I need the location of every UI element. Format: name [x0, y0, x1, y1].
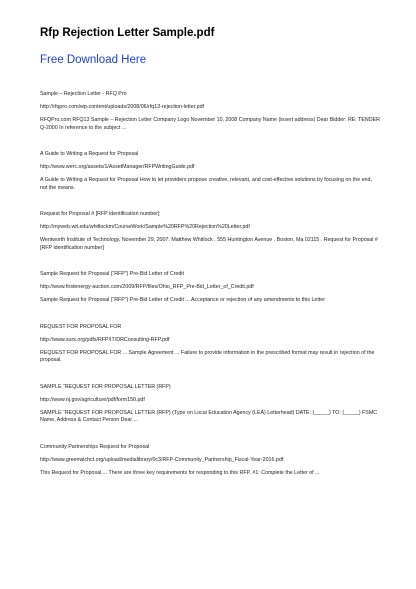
result-url: http://www.firstenergy-auction.com/2009/RFP/files/Ohio_RFP_Pre-Bid_Letter_of_Credit.pdf [40, 284, 254, 290]
result-url: http://www.nj.gov/agriculture/pdf/form150.pdf [40, 396, 145, 403]
result-title: Community Partnerships Request for Proposal [40, 443, 150, 450]
result-title: REQUEST FOR PROPOSAL FOR [40, 323, 122, 330]
result-url: http://www.surs.org/pdfs/RFP/IT/DRConsulting-RFP.pdf [40, 336, 170, 343]
result-snippet: Sample Request for Proposal (“RFP”) Pre-Bid Letter of Credit ... Acceptance or rejection of any amendments to this Letter [40, 297, 325, 303]
result-title: Sample – Rejection Letter - RFQ Pro [40, 91, 127, 97]
result-title: SAMPLE “REQUEST FOR PROPOSAL LETTER (RFP) [40, 383, 171, 390]
result-title: Sample Request for Proposal (“RFP”) Pre-Bid Letter of Credit [40, 271, 184, 277]
result-snippet: A Guide to Writing a Request for Proposal How to let providers propose creative, relevant, and cost-effective solutions by focusing on the end, not the means. [40, 177, 372, 191]
result-url: http://myweb.wit.edu/whitlockm/CourseWork/Sample%20RFP%20Rejection%20Letter.pdf [40, 224, 250, 230]
result-item [40, 91, 380, 132]
result-item [40, 271, 380, 305]
result-url: http://www.greenwichct.org/upload/medialibrary/0c3/RFP-Community_Partnership_Fiscal-Year-2016.pdf [40, 456, 284, 463]
document-page [40, 26, 380, 496]
results-list [40, 91, 380, 477]
result-snippet: This Request for Proposal ... There are three key requirements for responding to this RFP. #1: Complete the Letter of ... [40, 469, 320, 476]
result-url: http://rfqpro.com/wp-content/uploads/2008/06/rfq13-rejection-letter.pdf [40, 104, 205, 110]
result-snippet: RFQPro.com RFQ13 Sample – Rejection Letter Company Logo November 10, 2008 Company Name (insert address) Dear Bidder: RE: TENDER Q-2000 In reference to the subject ... [40, 117, 380, 131]
result-snippet: REQUEST FOR PROPOSAL FOR ... Sample Agreement ... Failure to provide information in the prescribed format may result in rejection of the proposal. [40, 349, 375, 363]
result-item [40, 211, 380, 252]
result-item [40, 384, 380, 425]
result-item [40, 324, 380, 365]
result-snippet: SAMPLE “REQUEST FOR PROPOSAL LETTER (RFP) (Type on Local Education Agency (LEA) Letterhead) DATE: (_____) TO: (_____) FSMC Name, Address & Contact Person Dear ... [40, 409, 378, 423]
result-snippet: Wentworth Institute of Technology, November 29, 2007. Matthew Whitlock . 555 Huntington Avenue . Boston, Ma 02115 . Request for Proposal # [RFP identification number] [40, 237, 378, 251]
result-title: A Guide to Writing a Request for Proposal [40, 151, 139, 157]
result-item [40, 444, 380, 478]
result-item [40, 151, 380, 192]
document-title: Rfp Rejection Letter Sample.pdf [40, 27, 215, 39]
free-download-link[interactable]: Free Download Here [40, 54, 147, 66]
result-url: http://www.werc.org/assets/1/AssetManager/RFPWritingGuide.pdf [40, 164, 195, 170]
result-title: Request for Proposal # [RFP identification number] [40, 211, 160, 217]
